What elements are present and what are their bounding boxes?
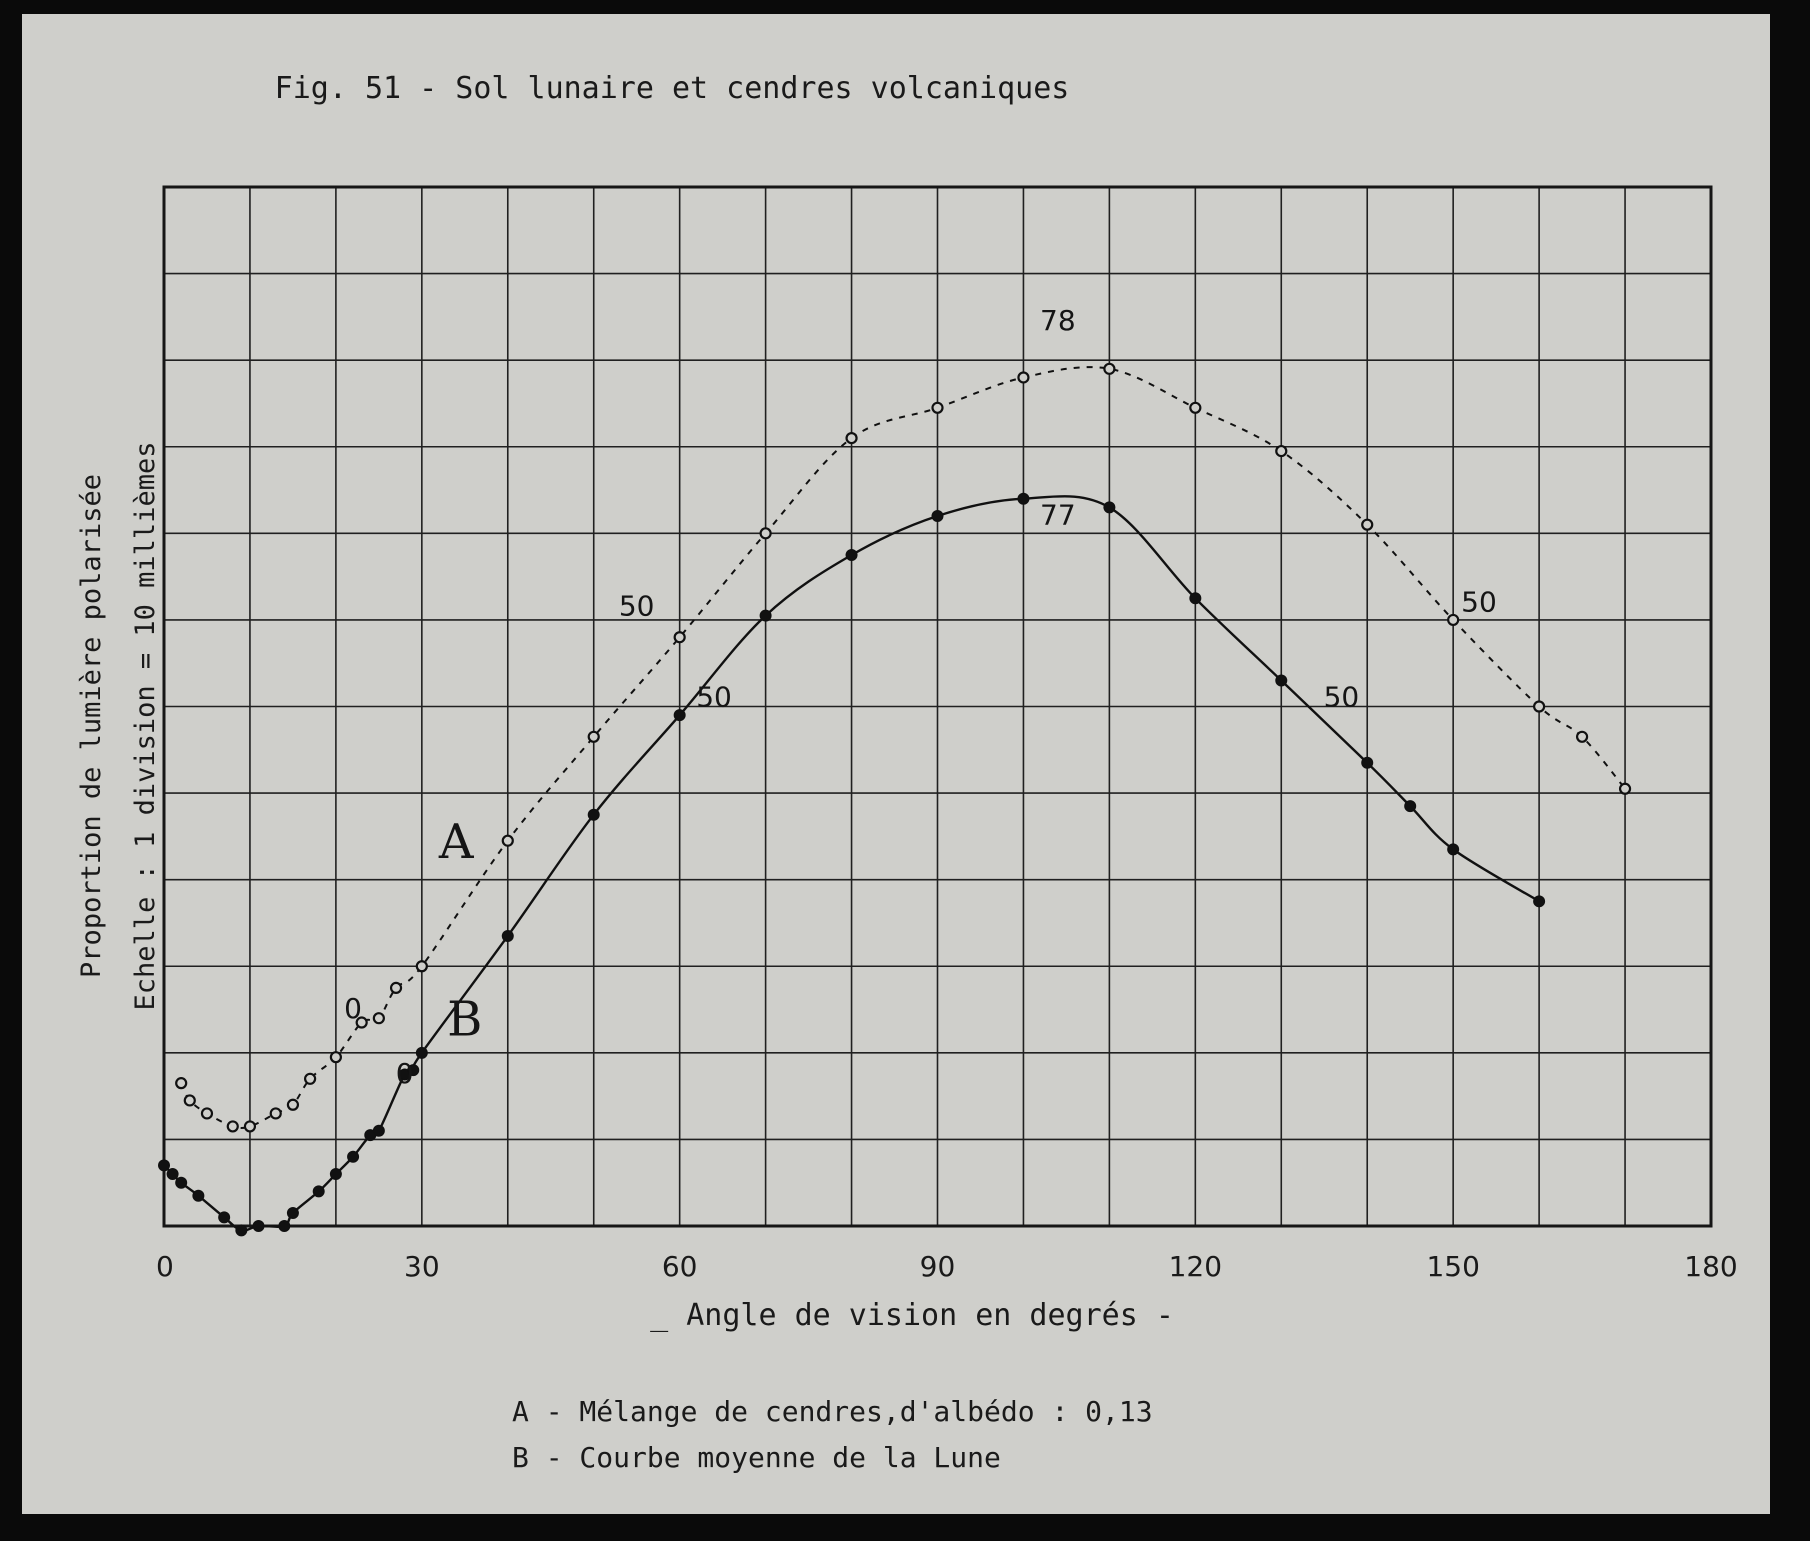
data-point-a [847,433,857,443]
data-point-a [1620,784,1630,794]
data-point-a [1018,372,1028,382]
data-point-b [236,1225,247,1236]
data-point-b [1448,844,1459,855]
x-tick-label: 150 [1426,1250,1480,1283]
value-annotation: 77 [1040,498,1076,532]
data-point-b [1190,593,1201,604]
x-tick-label: 60 [661,1250,698,1283]
data-point-a [675,632,685,642]
data-point-b [313,1186,324,1197]
data-point-b [159,1160,170,1171]
data-point-a [391,983,401,993]
data-point-b [1276,675,1287,686]
data-point-a [503,836,513,846]
data-point-b [253,1221,264,1232]
data-point-b [219,1212,230,1223]
data-point-a [1362,520,1372,530]
x-tick-label: 90 [919,1250,956,1283]
data-point-b [176,1177,187,1188]
data-point-b [330,1169,341,1180]
data-point-a [1448,615,1458,625]
chart [22,14,1770,1514]
data-point-b [502,930,513,941]
x-tick-label: 180 [1684,1250,1738,1283]
x-tick-label: 30 [404,1250,440,1283]
data-point-b [373,1125,384,1136]
x-axis-label: _ Angle de vision en degrés - [650,1298,1174,1333]
data-point-a [589,732,599,742]
annotations [344,304,1497,1090]
data-point-b [193,1190,204,1201]
data-point-a [933,403,943,413]
data-point-a [288,1100,298,1110]
data-point-a [1104,364,1114,374]
legend-entry-a: A - Mélange de cendres,d'albédo : 0,13 [512,1395,1153,1428]
data-point-a [271,1108,281,1118]
value-annotation: 0 [395,1057,414,1091]
value-annotation: 50 [696,680,732,714]
data-point-b [846,549,857,560]
curve-letter-label: B [447,991,483,1048]
data-point-b [167,1169,178,1180]
data-point-a [417,961,427,971]
data-point-b [287,1208,298,1219]
value-annotation: 78 [1040,303,1076,337]
data-point-a [245,1121,255,1131]
y-axis-label: Proportion de lumière polarisée [76,474,107,978]
data-point-b [1405,801,1416,812]
value-annotation: 50 [618,589,655,623]
data-point-b [348,1151,359,1162]
data-point-a [176,1078,186,1088]
data-point-b [279,1221,290,1232]
data-point-a [761,528,771,538]
data-point-b [416,1047,427,1058]
x-tick-label: 0 [156,1250,174,1283]
data-point-b [1362,757,1373,768]
series-a [176,364,1630,1132]
data-point-a [1276,446,1286,456]
data-point-b [1104,502,1115,513]
value-annotation: 50 [1323,680,1360,714]
chart-title: Fig. 51 - Sol lunaire et cendres volcaniques [274,71,1070,106]
slide-card [22,14,1770,1514]
data-point-a [331,1052,341,1062]
value-annotation: 50 [1461,585,1497,619]
data-point-a [1190,403,1200,413]
data-point-b [932,511,943,522]
data-point-a [305,1074,315,1084]
data-point-b [760,610,771,621]
series-line-a [181,367,1625,1128]
data-point-a [1534,702,1544,712]
legend-entry-b: B - Courbe moyenne de la Lune [512,1441,1001,1474]
data-point-b [1534,896,1545,907]
data-point-a [374,1013,384,1023]
data-point-a [185,1095,195,1105]
x-tick-labels [156,1250,1738,1283]
data-point-a [202,1108,212,1118]
data-point-b [674,710,685,721]
data-point-a [228,1121,238,1131]
x-tick-label: 120 [1168,1250,1223,1283]
curve-letter-label: A [438,814,474,871]
y-axis-label-scale: Echelle : 1 division = 10 millièmes [130,441,161,1011]
value-annotation: 0 [344,992,362,1026]
data-point-b [1018,493,1029,504]
data-point-b [588,809,599,820]
data-point-a [1577,732,1587,742]
